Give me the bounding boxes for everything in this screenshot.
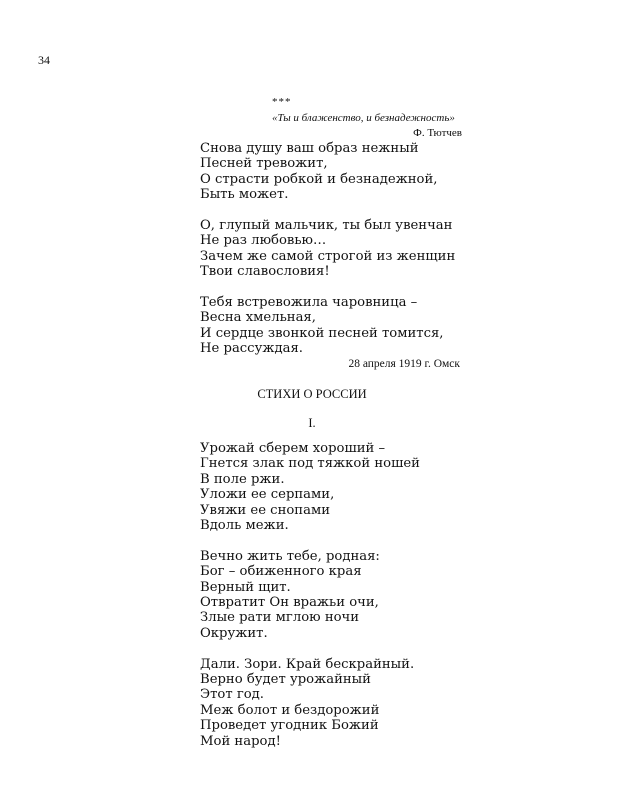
stanza [200,657,420,749]
poem-body [200,441,420,764]
stanza [200,441,420,533]
poem-line: Увяжи ее снопами [200,502,331,518]
poem-line: Снова душу ваш образ нежный [200,141,419,156]
poem-line: Зачем же самой строгой из женщин [200,248,456,264]
section-title: СТИХИ О РОССИИ [257,387,367,401]
poem-line: Быть может. [200,187,289,203]
poem-line: Этот год. [200,687,264,703]
poem-line: И сердце звонкой песней томится, [200,325,444,341]
poem-line: Тебя встревожила чаровница – [200,295,418,311]
poem-line: Злые рати мглою ночи [200,610,360,626]
poem-line: В поле ржи. [200,471,285,487]
poem-line: Вечно жить тебе, родная: [200,548,380,564]
poem-line: Дали. Зори. Край бескрайный. [200,656,415,672]
epigraph-text: «Ты и блаженство, и безнадежность» [272,112,455,124]
poem-line: Мой народ! [200,733,281,749]
poem-date: 28 апреля 1919 г. Омск [348,358,460,370]
poem-line: Не рассуждая. [200,341,303,357]
poem-line: Уложи ее серпами, [200,487,335,503]
epigraph-author: Ф. Тютчев [413,127,462,139]
poem-line: Вдоль межи. [200,518,289,534]
poem-line: Твои славословия! [200,264,330,280]
stanza [200,218,455,280]
poem-line: Не раз любовью… [200,233,327,249]
poem-line: Урожай сберем хороший – [200,441,386,456]
poem-line: Меж болот и бездорожий [200,702,380,718]
page-number: 34 [38,53,50,67]
poem-line: Окружит. [200,625,268,641]
section-asterisks: *** [272,96,292,108]
stanza [200,141,455,203]
poem-line: О страсти робкой и безнадежной, [200,171,438,187]
stanza [200,295,455,357]
poem-line: Гнется злак под тяжкой ношей [200,456,420,472]
poem-body [200,141,455,372]
poem-line: Отвратит Он вражьи очи, [200,595,379,611]
poem-line: Бог – обиженного края [200,564,362,580]
epigraph [272,111,462,140]
poem-line: Весна хмельная, [200,310,316,326]
poem-line: Проведет угодник Божий [200,718,379,734]
stanza [200,549,420,641]
poem-line: Верно будет урожайный [200,672,371,688]
poem-line: Верный щит. [200,579,291,595]
section-numeral: I. [308,416,316,430]
poem-line: О, глупый мальчик, ты был увенчан [200,218,453,234]
poem-line: Песней тревожит, [200,156,328,172]
